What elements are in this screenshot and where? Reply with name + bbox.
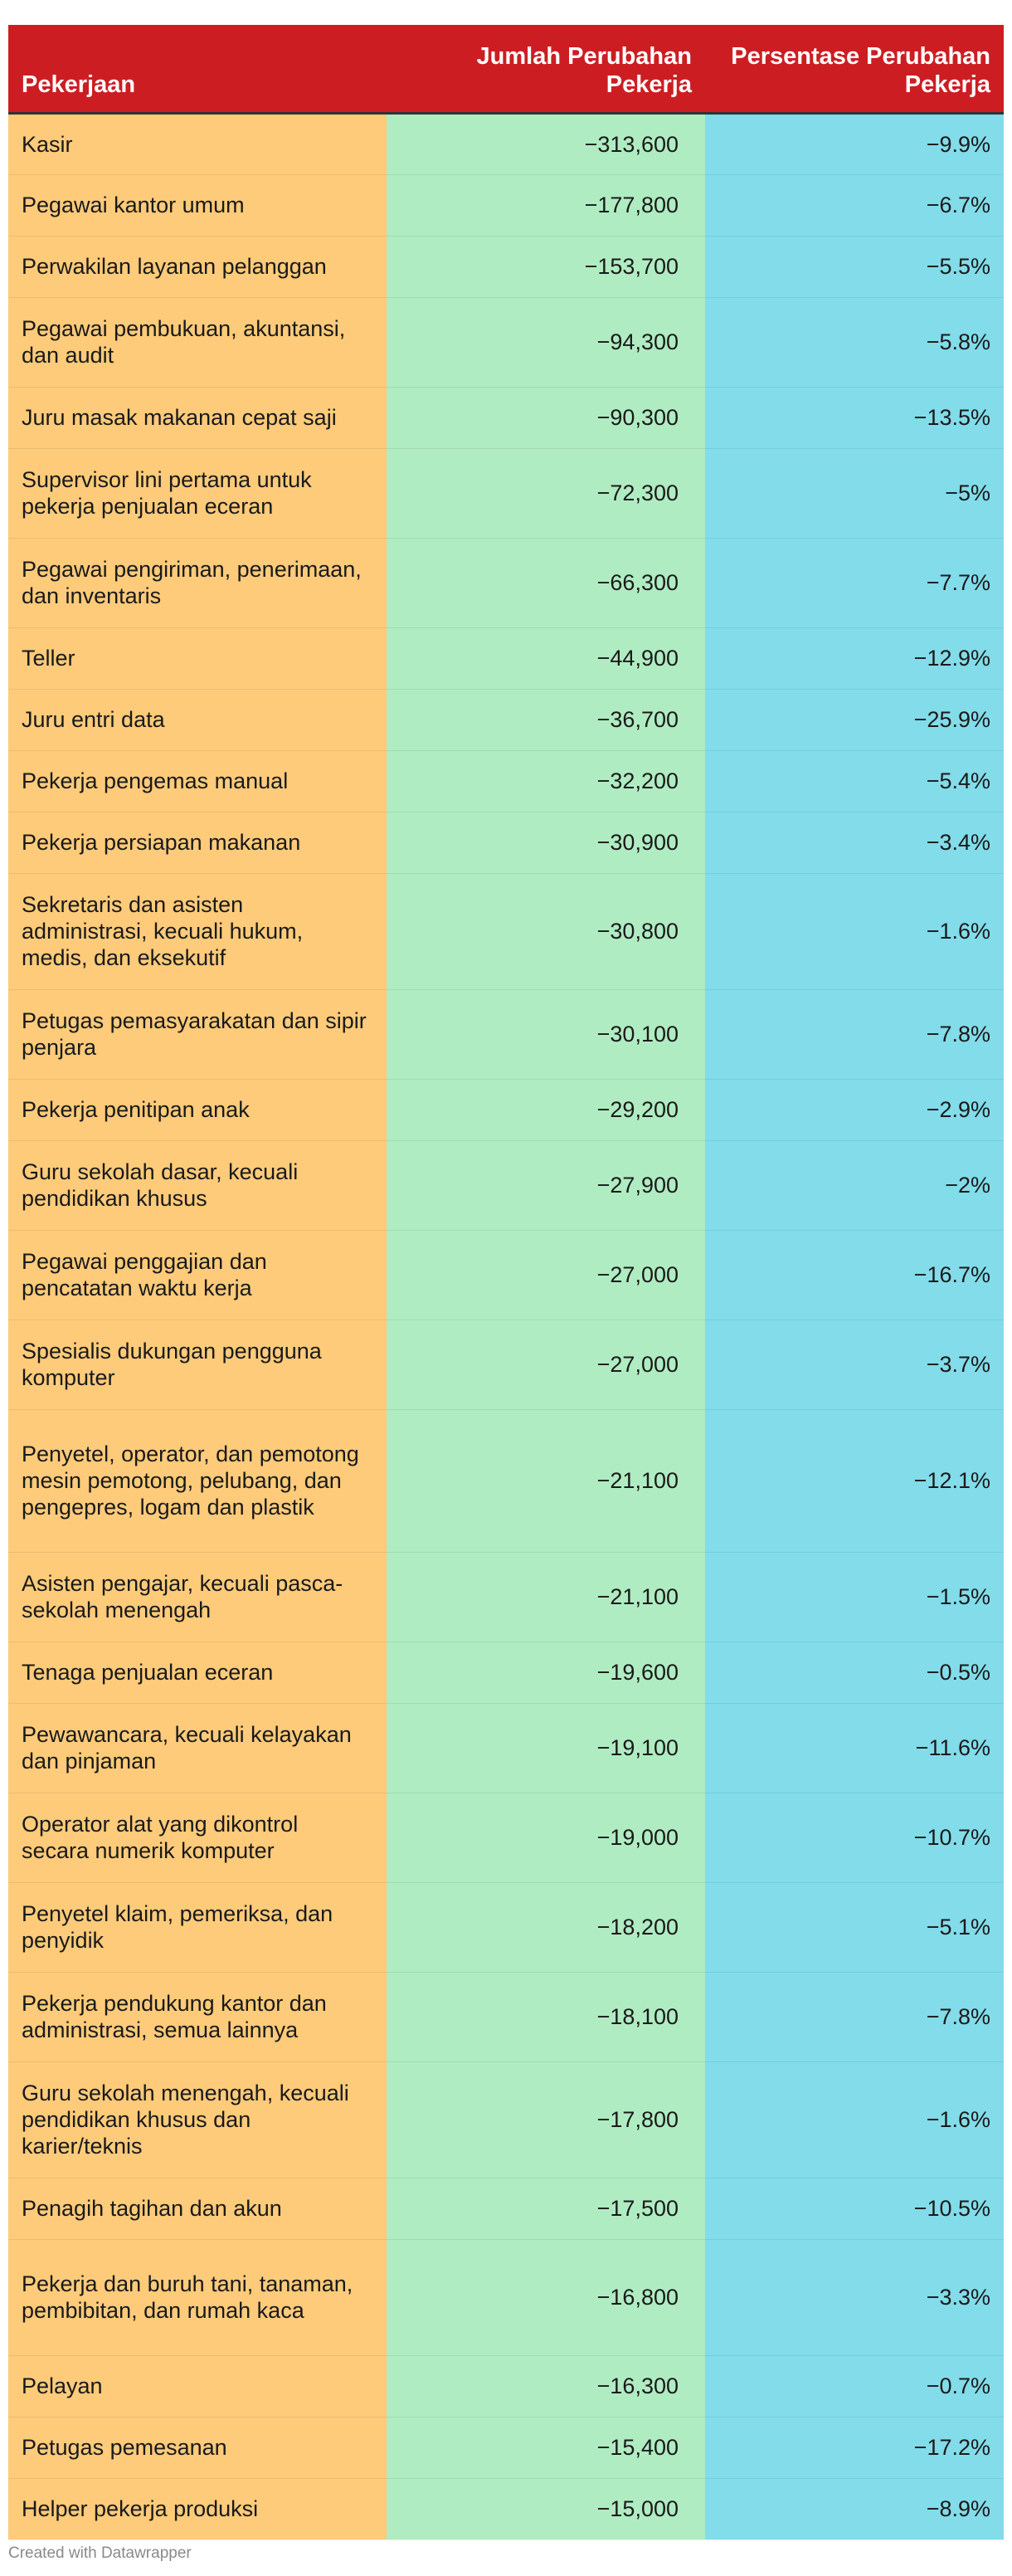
job-cell: Guru sekolah menengah, kecuali pendidikan khusus dan karier/teknis — [8, 2061, 387, 2178]
percent-cell: −5% — [705, 448, 1004, 538]
percent-cell: −1.6% — [705, 2061, 1004, 2178]
table-row — [8, 2239, 1004, 2355]
count-cell: −17,500 — [387, 2178, 705, 2239]
percent-cell: −1.6% — [705, 873, 1004, 989]
job-cell: Helper pekerja produksi — [8, 2478, 387, 2539]
job-cell: Pekerja pendukung kantor dan administrasi, semua lainnya — [8, 1972, 387, 2061]
count-cell: −19,000 — [387, 1793, 705, 1882]
count-cell: −32,200 — [387, 750, 705, 812]
table-row — [8, 689, 1004, 750]
count-cell: −27,000 — [387, 1320, 705, 1409]
job-cell: Asisten pengajar, kecuali pasca-sekolah menengah — [8, 1552, 387, 1642]
job-change-table — [8, 25, 1004, 2540]
table-row — [8, 236, 1004, 297]
count-cell: −19,100 — [387, 1703, 705, 1793]
count-cell: −177,800 — [387, 174, 705, 236]
count-cell: −16,800 — [387, 2239, 705, 2355]
job-cell: Teller — [8, 627, 387, 689]
table-row — [8, 297, 1004, 387]
table-row — [8, 174, 1004, 236]
column-header-job: Pekerjaan — [8, 25, 387, 113]
table-row — [8, 812, 1004, 873]
count-cell: −153,700 — [387, 236, 705, 297]
percent-cell: −1.5% — [705, 1552, 1004, 1642]
percent-cell: −5.1% — [705, 1882, 1004, 1972]
job-cell: Sekretaris dan asisten administrasi, kecuali hukum, medis, dan eksekutif — [8, 873, 387, 989]
count-cell: −17,800 — [387, 2061, 705, 2178]
count-cell: −30,900 — [387, 812, 705, 873]
table-row — [8, 873, 1004, 989]
count-cell: −18,100 — [387, 1972, 705, 2061]
percent-cell: −10.5% — [705, 2178, 1004, 2239]
job-cell: Pekerja persiapan makanan — [8, 812, 387, 873]
percent-cell: −0.7% — [705, 2355, 1004, 2417]
count-cell: −72,300 — [387, 448, 705, 538]
percent-cell: −12.1% — [705, 1409, 1004, 1552]
table-header-row — [8, 25, 1004, 113]
job-cell: Penyetel klaim, pemeriksa, dan penyidik — [8, 1882, 387, 1972]
count-cell: −27,900 — [387, 1140, 705, 1230]
count-cell: −27,000 — [387, 1230, 705, 1320]
count-cell: −313,600 — [387, 113, 705, 174]
table-row — [8, 1703, 1004, 1793]
percent-cell: −2.9% — [705, 1079, 1004, 1140]
percent-cell: −2% — [705, 1140, 1004, 1230]
table-row — [8, 1320, 1004, 1409]
job-cell: Pekerja pengemas manual — [8, 750, 387, 812]
table-body — [8, 113, 1004, 2539]
percent-cell: −7.8% — [705, 1972, 1004, 2061]
percent-cell: −5.5% — [705, 236, 1004, 297]
table-row — [8, 387, 1004, 448]
job-cell: Pewawancara, kecuali kelayakan dan pinjaman — [8, 1703, 387, 1793]
job-cell: Pegawai pembukuan, akuntansi, dan audit — [8, 297, 387, 387]
table-row — [8, 448, 1004, 538]
count-cell: −90,300 — [387, 387, 705, 448]
job-cell: Juru entri data — [8, 689, 387, 750]
column-header-count: Jumlah Perubahan Pekerja — [387, 25, 705, 113]
job-cell: Guru sekolah dasar, kecuali pendidikan khusus — [8, 1140, 387, 1230]
table-row — [8, 2061, 1004, 2178]
percent-cell: −25.9% — [705, 689, 1004, 750]
percent-cell: −7.8% — [705, 989, 1004, 1079]
job-cell: Supervisor lini pertama untuk pekerja penjualan eceran — [8, 448, 387, 538]
percent-cell: −6.7% — [705, 174, 1004, 236]
job-cell: Petugas pemesanan — [8, 2417, 387, 2478]
job-cell: Perwakilan layanan pelanggan — [8, 236, 387, 297]
table-row — [8, 2178, 1004, 2239]
count-cell: −36,700 — [387, 689, 705, 750]
count-cell: −21,100 — [387, 1409, 705, 1552]
percent-cell: −5.4% — [705, 750, 1004, 812]
table-row — [8, 2355, 1004, 2417]
percent-cell: −0.5% — [705, 1642, 1004, 1703]
job-cell: Pekerja penitipan anak — [8, 1079, 387, 1140]
job-cell: Juru masak makanan cepat saji — [8, 387, 387, 448]
job-cell: Petugas pemasyarakatan dan sipir penjara — [8, 989, 387, 1079]
job-cell: Pegawai penggajian dan pencatatan waktu kerja — [8, 1230, 387, 1320]
job-cell: Operator alat yang dikontrol secara numerik komputer — [8, 1793, 387, 1882]
percent-cell: −10.7% — [705, 1793, 1004, 1882]
table-row — [8, 2478, 1004, 2539]
count-cell: −66,300 — [387, 538, 705, 627]
count-cell: −19,600 — [387, 1642, 705, 1703]
job-cell: Spesialis dukungan pengguna komputer — [8, 1320, 387, 1409]
count-cell: −30,800 — [387, 873, 705, 989]
count-cell: −44,900 — [387, 627, 705, 689]
job-cell: Penyetel, operator, dan pemotong mesin pemotong, pelubang, dan pengepres, logam dan plastik — [8, 1409, 387, 1552]
percent-cell: −7.7% — [705, 538, 1004, 627]
table-row — [8, 1079, 1004, 1140]
percent-cell: −17.2% — [705, 2417, 1004, 2478]
percent-cell: −3.4% — [705, 812, 1004, 873]
table-row — [8, 2417, 1004, 2478]
job-cell: Pelayan — [8, 2355, 387, 2417]
percent-cell: −5.8% — [705, 297, 1004, 387]
column-header-percent: Persentase Perubahan Pekerja — [705, 25, 1004, 113]
table-row — [8, 1140, 1004, 1230]
percent-cell: −16.7% — [705, 1230, 1004, 1320]
percent-cell: −11.6% — [705, 1703, 1004, 1793]
footer-credit: Created with Datawrapper — [8, 2544, 192, 2562]
job-cell: Pegawai kantor umum — [8, 174, 387, 236]
table-row — [8, 989, 1004, 1079]
table-row — [8, 1409, 1004, 1552]
count-cell: −15,400 — [387, 2417, 705, 2478]
count-cell: −21,100 — [387, 1552, 705, 1642]
job-cell: Kasir — [8, 113, 387, 174]
percent-cell: −12.9% — [705, 627, 1004, 689]
job-cell: Pekerja dan buruh tani, tanaman, pembibitan, dan rumah kaca — [8, 2239, 387, 2355]
count-cell: −94,300 — [387, 297, 705, 387]
percent-cell: −3.3% — [705, 2239, 1004, 2355]
table-row — [8, 538, 1004, 627]
table-row — [8, 1793, 1004, 1882]
count-cell: −30,100 — [387, 989, 705, 1079]
count-cell: −18,200 — [387, 1882, 705, 1972]
percent-cell: −8.9% — [705, 2478, 1004, 2539]
table-row — [8, 1972, 1004, 2061]
count-cell: −16,300 — [387, 2355, 705, 2417]
table-row — [8, 1230, 1004, 1320]
table-row — [8, 1642, 1004, 1703]
table-row — [8, 750, 1004, 812]
table-row — [8, 1552, 1004, 1642]
table-row — [8, 113, 1004, 174]
job-cell: Tenaga penjualan eceran — [8, 1642, 387, 1703]
percent-cell: −13.5% — [705, 387, 1004, 448]
percent-cell: −9.9% — [705, 113, 1004, 174]
percent-cell: −3.7% — [705, 1320, 1004, 1409]
table-row — [8, 1882, 1004, 1972]
table-row — [8, 627, 1004, 689]
job-cell: Pegawai pengiriman, penerimaan, dan inventaris — [8, 538, 387, 627]
job-cell: Penagih tagihan dan akun — [8, 2178, 387, 2239]
count-cell: −29,200 — [387, 1079, 705, 1140]
count-cell: −15,000 — [387, 2478, 705, 2539]
